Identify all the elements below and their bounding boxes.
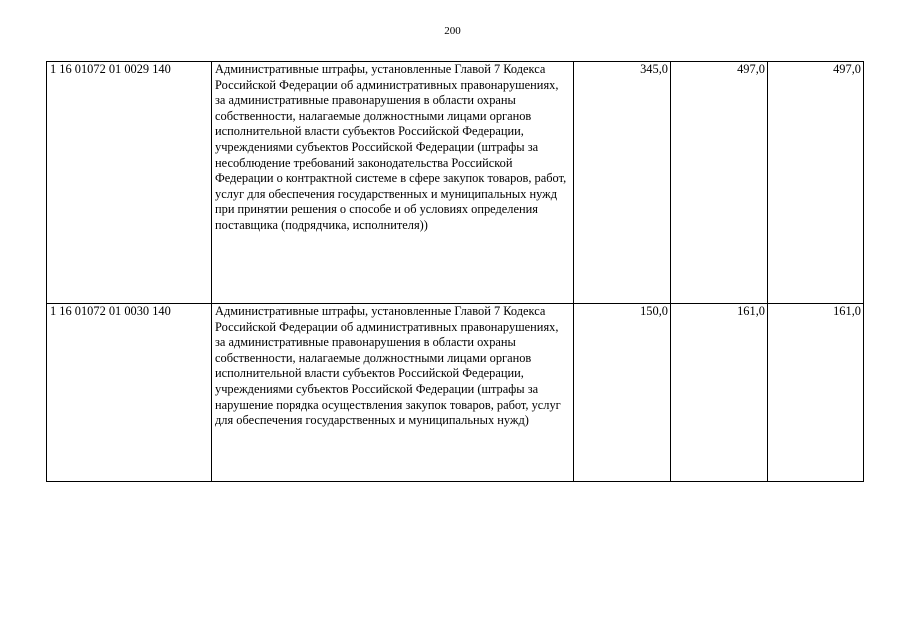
page-number: 200 [444, 25, 461, 37]
value-cell-1: 345,0 [574, 62, 671, 304]
value-cell-3: 497,0 [768, 62, 864, 304]
value-cell-1: 150,0 [574, 304, 671, 482]
budget-code-cell: 1 16 01072 01 0029 140 [47, 62, 212, 304]
table-row [47, 62, 864, 304]
description-cell: Административные штрафы, установленные Главой 7 Кодекса Российской Федерации об административных правонарушениях, за административные правонарушения в области охраны собственности, налагаемые должностными лицами органов исполнительной власти субъектов Российской Федерации, учреждениями субъектов Российской Федерации (штрафы за несоблюдение требований законодательства Российской Федерации о контрактной системе в сфере закупок товаров, работ, услуг для обеспечения государственных и муниципальных нужд при принятии решения о способе и об условиях определения поставщика (подрядчика, исполнителя)) [212, 62, 574, 304]
value-cell-2: 161,0 [671, 304, 768, 482]
value-cell-2: 497,0 [671, 62, 768, 304]
table-row [47, 304, 864, 482]
budget-code-cell: 1 16 01072 01 0030 140 [47, 304, 212, 482]
budget-table [46, 61, 864, 482]
value-cell-3: 161,0 [768, 304, 864, 482]
description-cell: Административные штрафы, установленные Главой 7 Кодекса Российской Федерации об административных правонарушениях, за административные правонарушения в области охраны собственности, налагаемые должностными лицами органов исполнительной власти субъектов Российской Федерации, учреждениями субъектов Российской Федерации (штрафы за нарушение порядка осуществления закупок товаров, работ, услуг для обеспечения государственных и муниципальных нужд) [212, 304, 574, 482]
